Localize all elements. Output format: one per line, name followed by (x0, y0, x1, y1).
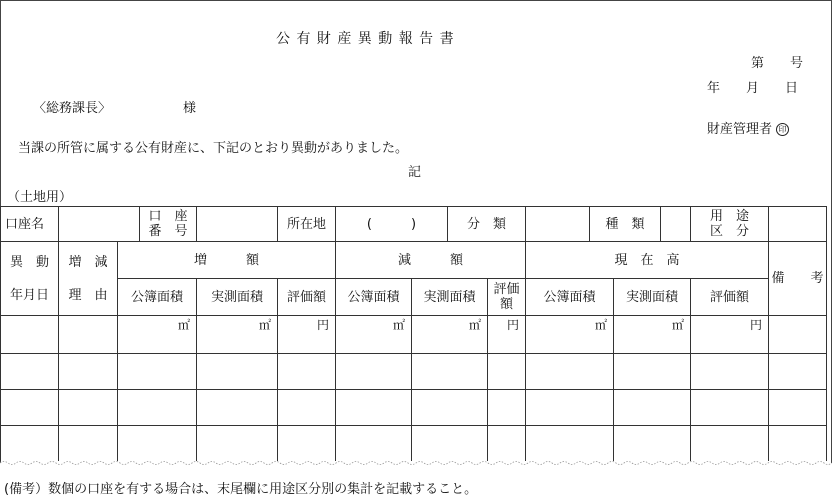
cell-change-date[interactable] (1, 426, 59, 462)
cell-current-valuation[interactable]: 円 (691, 316, 769, 354)
reason-header-top: 増 減 (68, 254, 108, 270)
addressee: 〈総務課長〉 (33, 101, 112, 116)
current-valuation-header: 評価額 (691, 279, 769, 316)
cell-decrease-valuation[interactable] (488, 390, 526, 426)
table-row (1, 426, 832, 462)
cell-current-book-area[interactable] (526, 354, 614, 390)
cell-current-survey-area[interactable]: ㎡ (614, 316, 691, 354)
ki-label: 記 (408, 165, 422, 180)
table-row (1, 354, 832, 390)
change-date-header-top: 異 動 (9, 254, 49, 270)
decrease-header: 減 額 (336, 242, 526, 279)
usage-cell[interactable] (769, 207, 827, 242)
cell-current-valuation[interactable] (691, 390, 769, 426)
usage-label-bottom: 区 分 (710, 224, 750, 239)
cell-current-valuation[interactable] (691, 354, 769, 390)
classification-label: 分 類 (448, 207, 526, 242)
cell-change-date[interactable] (1, 316, 59, 354)
cell-change-date[interactable] (1, 390, 59, 426)
cell-increase-book-area[interactable] (118, 354, 197, 390)
cell-reason[interactable] (59, 390, 118, 426)
cell-decrease-valuation[interactable]: 円 (488, 316, 526, 354)
cell-current-survey-area[interactable] (614, 390, 691, 426)
asset-change-table (0, 206, 832, 461)
cell-increase-survey-area[interactable] (197, 354, 278, 390)
cell-remarks[interactable] (769, 354, 827, 390)
cell-remarks[interactable] (769, 316, 827, 354)
increase-header: 増 額 (118, 242, 336, 279)
document-number-label: 第 号 (751, 56, 804, 71)
reason-header (59, 242, 118, 316)
manager-label: 財産管理者 (707, 122, 773, 137)
cell-reason[interactable] (59, 316, 118, 354)
date-label: 年 月 日 (707, 81, 799, 96)
manager-line (707, 122, 789, 138)
classification-cell[interactable] (526, 207, 590, 242)
cell-decrease-survey-area[interactable] (412, 426, 488, 462)
torn-edge-divider (0, 458, 832, 468)
cell-decrease-valuation[interactable] (488, 354, 526, 390)
cell-decrease-book-area[interactable]: ㎡ (336, 316, 412, 354)
usage-label-top: 用 途 (710, 209, 750, 224)
footer-note: (備考）数個の口座を有する場合は、末尾欄に用途区分別の集計を記載すること。 (4, 482, 478, 497)
cell-decrease-survey-area[interactable] (412, 390, 488, 426)
change-date-header (1, 242, 59, 316)
account-number-label-top: 口 座 (148, 209, 188, 224)
cell-decrease-survey-area[interactable]: ㎡ (412, 316, 488, 354)
cell-reason[interactable] (59, 426, 118, 462)
cell-reason[interactable] (59, 354, 118, 390)
table-row (1, 390, 832, 426)
account-name-cell[interactable] (59, 207, 140, 242)
kind-label: 種 類 (590, 207, 661, 242)
location-label: 所在地 (278, 207, 336, 242)
cell-decrease-valuation[interactable] (488, 426, 526, 462)
account-number-label-bottom: 番 号 (148, 224, 188, 239)
account-number-cell[interactable] (197, 207, 278, 242)
header-row-2 (1, 279, 832, 316)
cell-decrease-book-area[interactable] (336, 390, 412, 426)
reason-header-bottom: 理 由 (68, 287, 108, 303)
kind-cell[interactable] (661, 207, 691, 242)
change-date-header-bottom: 年月日 (9, 287, 49, 303)
honorific: 様 (183, 101, 197, 116)
body-text: 当課の所管に属する公有財産に、下記のとおり異動がありました。 (18, 141, 409, 156)
cell-increase-valuation[interactable]: 円 (278, 316, 336, 354)
usage-label (691, 207, 769, 242)
account-name-label: 口座名 (1, 207, 59, 242)
cell-current-book-area[interactable]: ㎡ (526, 316, 614, 354)
account-number-label (140, 207, 197, 242)
current-book-area-header: 公簿面積 (526, 279, 614, 316)
increase-book-area-header: 公簿面積 (118, 279, 197, 316)
cell-increase-book-area[interactable]: ㎡ (118, 316, 197, 354)
cell-increase-book-area[interactable] (118, 390, 197, 426)
table-row (1, 316, 832, 354)
decrease-survey-area-header: 実測面積 (412, 279, 488, 316)
cell-change-date[interactable] (1, 354, 59, 390)
decrease-valuation-header: 評価額 (488, 279, 526, 316)
category-label: （土地用） (7, 190, 73, 205)
increase-valuation-header: 評価額 (278, 279, 336, 316)
account-row (1, 207, 832, 242)
cell-current-survey-area[interactable] (614, 354, 691, 390)
cell-current-valuation[interactable] (691, 426, 769, 462)
cell-remarks[interactable] (769, 390, 827, 426)
increase-survey-area-header: 実測面積 (197, 279, 278, 316)
seal-mark: 印 (776, 123, 789, 136)
cell-decrease-book-area[interactable] (336, 354, 412, 390)
cell-current-book-area[interactable] (526, 390, 614, 426)
location-cell[interactable]: ( ) (336, 207, 448, 242)
cell-increase-valuation[interactable] (278, 390, 336, 426)
cell-current-survey-area[interactable] (614, 426, 691, 462)
decrease-book-area-header: 公簿面積 (336, 279, 412, 316)
cell-increase-valuation[interactable] (278, 426, 336, 462)
cell-increase-survey-area[interactable] (197, 390, 278, 426)
cell-increase-survey-area[interactable]: ㎡ (197, 316, 278, 354)
cell-increase-book-area[interactable] (118, 426, 197, 462)
remarks-header: 備 考 (769, 242, 827, 316)
cell-decrease-book-area[interactable] (336, 426, 412, 462)
cell-increase-valuation[interactable] (278, 354, 336, 390)
cell-decrease-survey-area[interactable] (412, 354, 488, 390)
form-title: 公 有 財 産 異 動 報 告 書 (276, 31, 455, 47)
cell-increase-survey-area[interactable] (197, 426, 278, 462)
header-row-1 (1, 242, 832, 279)
cell-current-book-area[interactable] (526, 426, 614, 462)
current-header: 現 在 高 (526, 242, 769, 279)
current-survey-area-header: 実測面積 (614, 279, 691, 316)
cell-remarks[interactable] (769, 426, 827, 462)
